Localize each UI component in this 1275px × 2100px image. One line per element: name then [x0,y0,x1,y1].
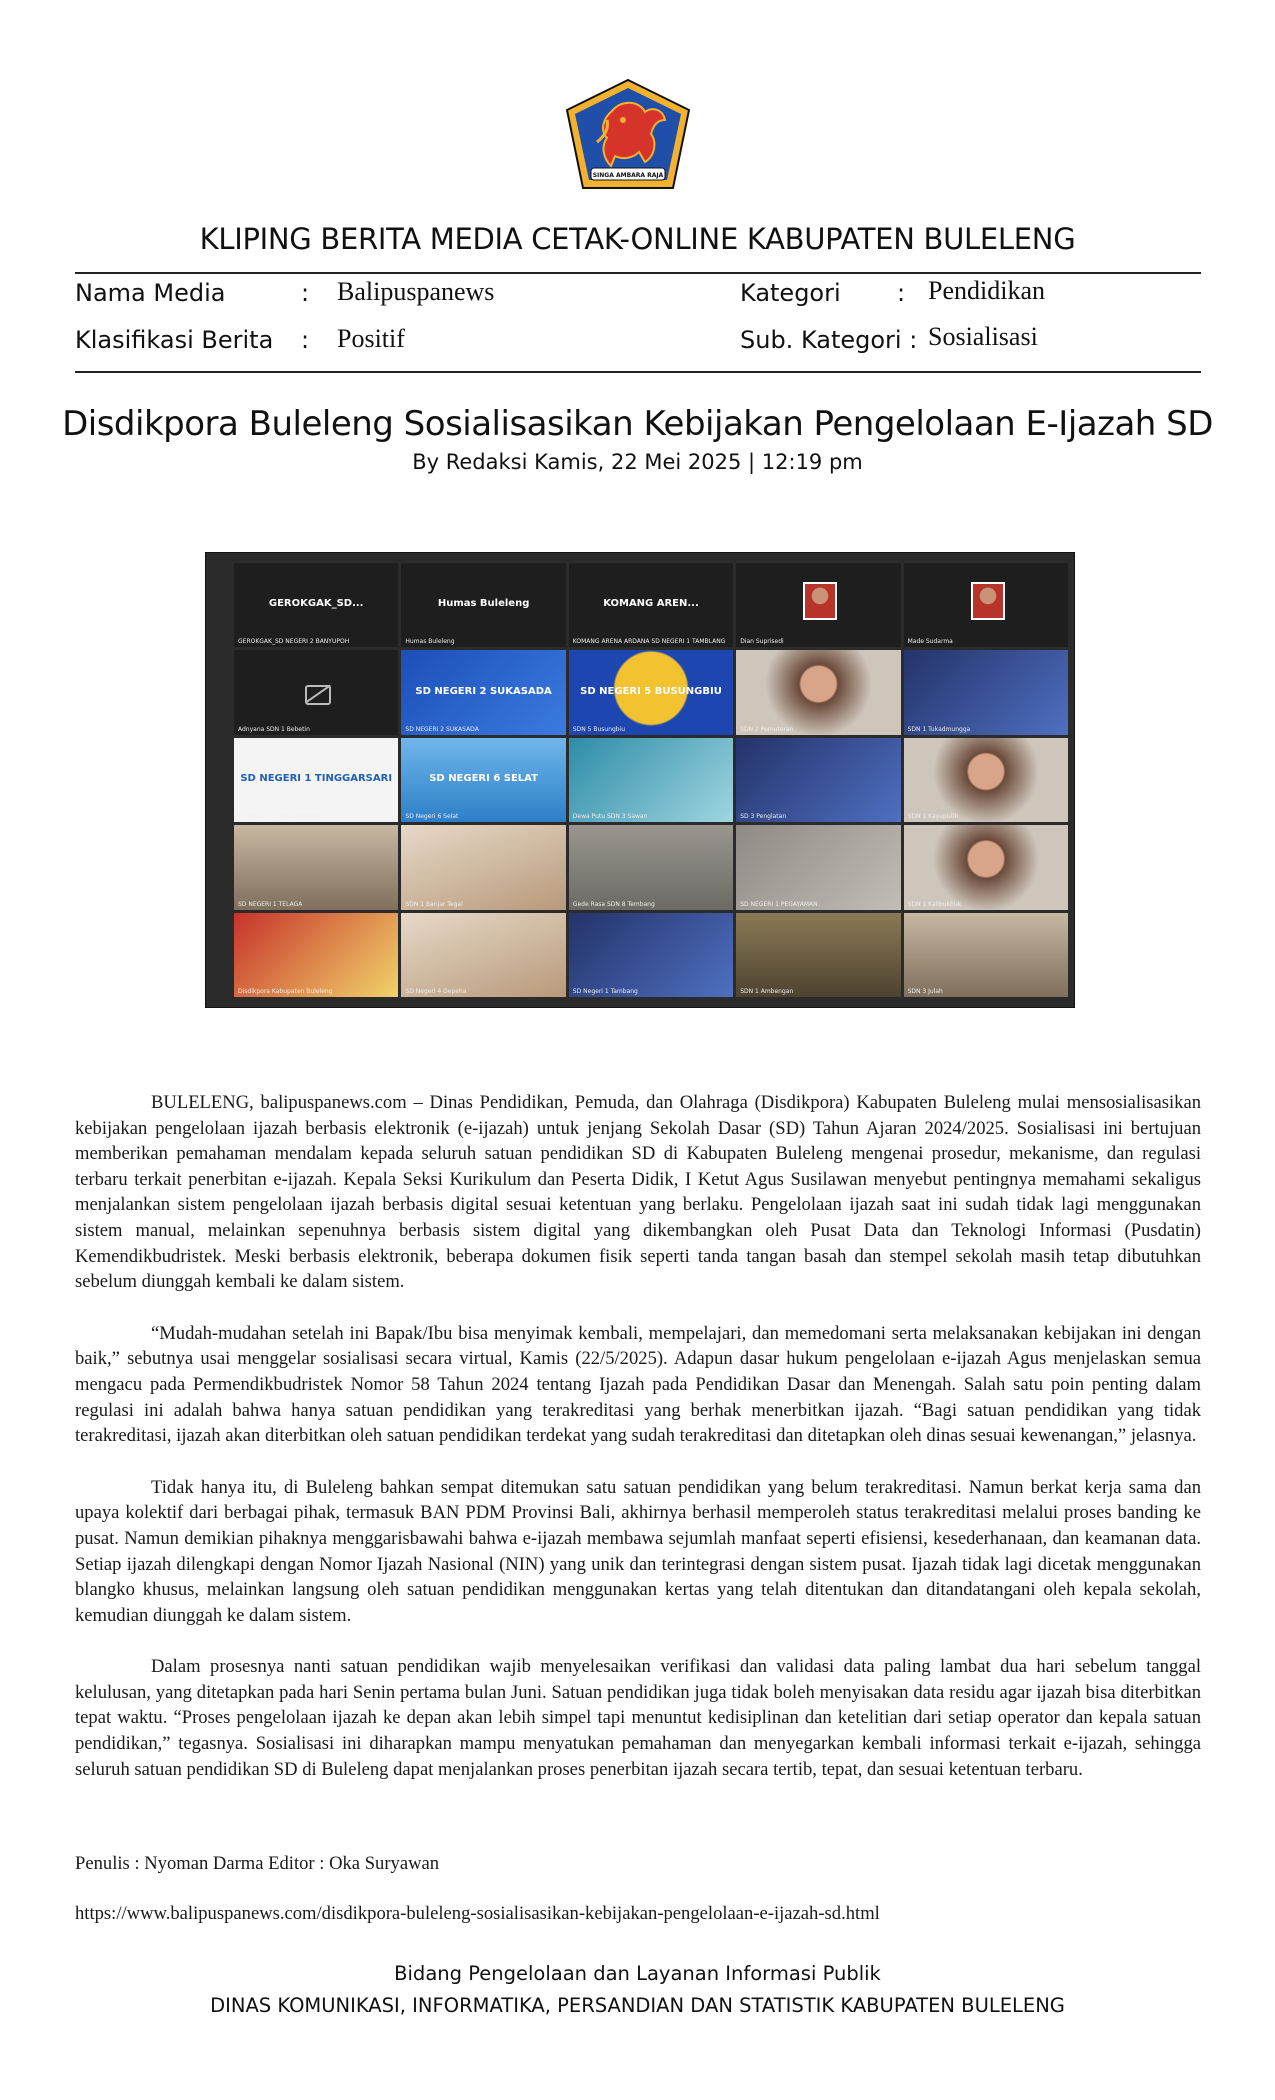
participant-name: SD Negeri 6 Selat [405,813,459,821]
participant-tile [569,738,733,822]
klasifikasi-label: Klasifikasi Berita [75,326,274,354]
participant-display-label: SD NEGERI 2 SUKASADA [415,685,552,697]
participant-tile [401,825,565,909]
participant-display-label: SD NEGERI 1 TINGGARSARI [240,773,393,785]
participant-tile [401,563,565,647]
regency-logo [561,76,695,200]
logo-motto: SINGA AMBARA RAJA [592,172,664,179]
article-body [75,1090,1201,1808]
participant-name: Gede Rasa SDN 8 Tembang [572,900,655,908]
subkategori-label: Sub. Kategori : [740,326,918,354]
participant-tile [736,650,900,734]
participant-name: KOMANG ARENA ARDANA SD NEGERI 1 TAMBLANG [572,638,726,646]
participant-name: SD NEGERI 1 PEGAYAMAN [740,900,818,908]
participant-name: SDN 1 Banjar Tegal [405,900,463,908]
subkategori-value: Sosialisasi [928,322,1038,351]
participant-tile [736,913,900,997]
footer-agency: DINAS KOMUNIKASI, INFORMATIKA, PERSANDIAN DAN STATISTIK KABUPATEN BULELENG [210,1994,1065,2017]
article-paragraph: BULELENG, balipuspanews.com – Dinas Pendidikan, Pemuda, dan Olahraga (Disdikpora) Kabupaten Buleleng mulai mensosialisasikan kebijakan pengelolaan ijazah berbasis elektronik (e-ijazah) untuk jenjang Sekolah Dasar (SD) Tahun Ajaran 2024/2025. Sosialisasi ini bertujuan memberikan pemahaman mendalam kepada seluruh satuan pendidikan SD di Kabupaten Buleleng mengenai prosedur, mekanisme, dan regulasi terbaru terkait penerbitan e-ijazah. Kepala Seksi Kurikulum dan Peserta Didik, I Ketut Agus Susilawan menyebut pentingnya memahami sekaligus menjalankan sistem pengelolaan ijazah berbasis digital sesuai ketentuan yang berlaku. Pengelolaan ijazah saat ini sudah tidak lagi menggunakan sistem manual, melainkan sepenuhnya berbasis sistem digital yang dikembangkan oleh Pusat Data dan Teknologi Informasi (Pusdatin) Kemendikbudristek. Meski berbasis elektronik, beberapa dokumen fisik seperti tanda tangan basah dan stempel sekolah masih tetap dibutuhkan sebelum diunggah kembali ke dalam sistem. [75,1092,1201,1293]
participant-name: SD NEGERI 2 SUKASADA [405,725,479,733]
participant-tile [569,650,733,734]
participant-tile [234,738,398,822]
participant-tile [736,563,900,647]
participant-name: SD NEGERI 1 TINGGARSARI [238,813,321,821]
participant-avatar [971,582,1005,620]
participant-tile [904,738,1068,822]
article-byline: By Redaksi Kamis, 22 Mei 2025 | 12:19 pm [412,450,863,474]
footer-division: Bidang Pengelolaan dan Layanan Informasi Publik [394,1962,881,1985]
participant-tile [234,650,398,734]
article-paragraph: Tidak hanya itu, di Buleleng bahkan sempat ditemukan satu satuan pendidikan yang belum terakreditasi. Namun berkat kerja sama dan upaya kolektif dari berbagai pihak, termasuk BAN PDM Provinsi Bali, akhirnya berhasil memperoleh status terakreditasi melalui proses banding ke pusat. Namun demikian pihaknya menggarisbawahi bahwa e-ijazah membawa sejumlah manfaat seperti efisiensi, kesederhanaan, dan keamanan data. Setiap ijazah dilengkapi dengan Nomor Ijazah Nasional (NIN) yang unik dan terintegrasi dengan sistem pusat. Ijazah tidak lagi dicetak menggunakan blangko khusus, melainkan langsung oleh satuan pendidikan menggunakan kertas yang telah ditentukan dan ditandatangani oleh kepala sekolah, kemudian diunggah ke dalam sistem. [75,1476,1201,1626]
klasifikasi-colon: : [301,326,310,354]
participant-tile [401,738,565,822]
participant-name: SDN 1 Kalibukbuk [907,900,962,908]
source-url: https://www.balipuspanews.com/disdikpora-buleleng-sosialisasikan-kebijakan-pengelolaan-e-ijazah-sd.html [75,1903,880,1924]
participant-name: SD 3 Penglatan [740,813,787,821]
article-paragraph: “Mudah-mudahan setelah ini Bapak/Ibu bisa menyimak kembali, mempelajari, dan memedomani serta melaksanakan kebijakan ini dengan baik,” sebutnya usai menggelar sosialisasi secara virtual, Kamis (22/5/2025). Adapun dasar hukum pengelolaan e-ijazah Agus menjelaskan semua mengacu pada Permendikbudristek Nomor 58 Tahun 2024 tentang Ijazah pada Pendidikan Dasar dan Menengah. Salah satu poin penting dalam regulasi ini adalah bahwa hanya satuan pendidikan yang terakreditasi yang berhak menerbitkan ijazah. “Bagi satuan pendidikan yang tidak terakreditasi, ijazah akan diterbitkan oleh satuan pendidikan terdekat yang sudah terakreditasi dan ditetapkan oleh dinas sesuai kewenangan,” jelasnya. [75,1322,1201,1447]
kategori-label: Kategori [740,279,841,307]
participant-tile [569,913,733,997]
lion-emblem-icon [561,76,695,200]
participant-tile [904,913,1068,997]
participant-tile [904,563,1068,647]
kategori-value: Pendidikan [928,276,1045,305]
participant-avatar [803,582,837,620]
video-conference-photo [205,552,1075,1008]
participant-grid [234,563,1068,997]
participant-name: Humas Buleleng [405,638,455,646]
media-label: Nama Media [75,279,226,307]
participant-display-label: SD NEGERI 6 SELAT [429,773,538,785]
participant-display-label: GEROKGAK_SD... [268,598,364,610]
participant-name: SDN 1 Kayuputih [907,813,959,821]
participant-name: SD Negeri 1 Tambang [572,988,638,995]
participant-name: SD Negeri 4 Depeha [405,988,467,995]
participant-name: Dewa Putu SDN 3 Sawan [572,813,648,821]
article-headline: Disdikpora Buleleng Sosialisasikan Kebijakan Pengelolaan E-Ijazah SD [62,404,1213,444]
participant-display-label: SD NEGERI 5 BUSUNGBIU [580,685,722,697]
participant-name: Disdikpora Kabupaten Buleleng [238,988,333,995]
clipping-header-title: KLIPING BERITA MEDIA CETAK-ONLINE KABUPATEN BULELENG [199,222,1076,256]
participant-tile [234,563,398,647]
media-value: Balipuspanews [337,277,495,306]
participant-tile [904,825,1068,909]
participant-tile [234,825,398,909]
participant-name: SDN 1 Tukadmungga [907,725,971,733]
top-divider [75,272,1201,274]
participant-name: Made Sudarma [907,638,953,646]
participant-tile [904,650,1068,734]
meta-divider [75,371,1201,373]
participant-tile [401,913,565,997]
participant-name: SDN 3 Julah [907,988,943,995]
kategori-colon: : [897,279,906,307]
participant-tile [569,563,733,647]
media-colon: : [301,279,310,307]
participant-display-label: KOMANG AREN... [603,598,699,610]
participant-display-label: Humas Buleleng [437,598,530,610]
participant-name: SD NEGERI 1 TELAGA [238,900,303,908]
author-editor-credit: Penulis : Nyoman Darma Editor : Oka Suryawan [75,1853,440,1874]
participant-tile [569,825,733,909]
participant-name: GEROKGAK_SD NEGERI 2 BANYUPOH [238,638,350,646]
participant-tile [736,738,900,822]
participant-tile [736,825,900,909]
participant-name: Dian Suprisedi [740,638,784,646]
klasifikasi-value: Positif [337,324,405,353]
participant-tile [234,913,398,997]
participant-name: SDN 2 Pemuteran [740,725,794,733]
participant-tile [401,650,565,734]
participant-name: Adnyana SDN 1 Bebetin [238,725,310,733]
camera-off-icon [305,685,331,705]
participant-name: SDN 1 Ambengan [740,988,794,995]
participant-name: SDN 5 Busungbiu [572,725,626,733]
article-paragraph: Dalam prosesnya nanti satuan pendidikan wajib menyelesaikan verifikasi dan validasi data paling lambat dua hari sebelum tanggal kelulusan, yang ditetapkan pada hari Senin pertama bulan Juni. Satuan pendidikan juga tidak boleh menyisakan data residu agar ijazah bisa diterbitkan tepat waktu. “Proses pengelolaan ijazah ke depan akan lebih simpel tapi menuntut kedisiplinan dan ketelitian dari setiap operator dan kepala satuan pendidikan,” tegasnya. Sosialisasi ini diharapkan mampu menyatukan pemahaman dan menyegarkan kembali informasi terkait e-ijazah, sehingga seluruh satuan pendidikan SD di Buleleng dapat menjalankan proses penerbitan ijazah secara tertib, tepat, dan sesuai ketentuan terbaru. [75,1656,1201,1780]
